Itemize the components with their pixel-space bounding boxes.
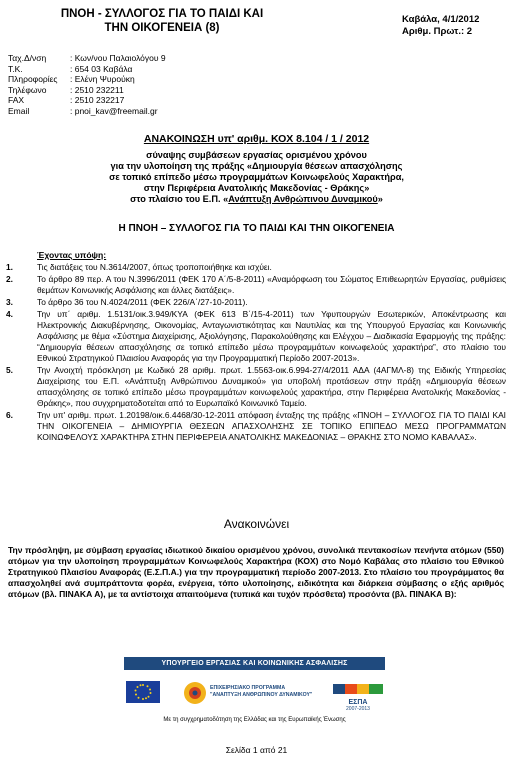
subtitle-line: σε τοπικό επίπεδο μέσω προγραμμάτων Κοινωφελούς Χαρακτήρα,: [109, 172, 404, 182]
org-name-line2: ΤΗΝ ΟΙΚΟΓΕΝΕΙΑ (8): [104, 22, 220, 34]
subtitle-suffix: »: [377, 194, 383, 204]
item-number: 4.: [6, 309, 13, 319]
contact-email-link[interactable]: : pnoi_kav@freemail.gr: [70, 105, 158, 116]
espa-years: 2007-2013: [346, 706, 370, 712]
epan-logo: [183, 679, 313, 707]
contact-label: Ταχ.Δ/νση: [8, 53, 47, 63]
item-text: Την υπ΄ αριθμ. 1.5131/οικ.3.949/ΚΥΑ (ΦΕΚ 613 Β΄/15-4-2011) των Υφυπουργών Εσωτερικών, Αποκέντρωσης και Ηλεκτρονικής Διακυβέρνησης, Οικονομίας, Ανταγωνιστικότητας και Ναυτιλίας και της Υπουργού Εργασίας και Κοινωνικής Ασφάλισης με θέμα «Σύστημα Διαχείρισης, Αξιολόγησης, Παρακολούθησης και Ελέγχου – Διαδικασία Εφαρμογής της πράξης: “Δημιουργία θέσεων απασχόλησης σε τοπικό επίπεδο μέσω προγραμμάτων κοινωφελούς χαρακτήρα”, στο πλαίσιο του Εθνικού Στρατηγικού Πλαισίου Αναφοράς για την Προγραμματική Περίοδο 2007-2013».: [37, 309, 506, 363]
contact-label: Email: [8, 105, 30, 116]
contact-row-fax: [8, 95, 166, 106]
date-protocol: [402, 14, 479, 38]
org-name-line1: ΠΝΟΗ - ΣΥΛΛΟΓΟΣ ΓΙΑ ΤΟ ΠΑΙΔΙ ΚΑΙ: [60, 8, 264, 20]
epan-line2: "ΑΝΑΠΤΥΞΗ ΑΝΘΡΩΠΙΝΟΥ ΔΥΝΑΜΙΚΟΥ": [210, 691, 313, 698]
epan-text: [210, 685, 312, 698]
item-text: Το άρθρο 36 του Ν.4024/2011 (ΦΕΚ 226/Α΄/27-10-2011).: [37, 297, 248, 307]
announcement-body: Την πρόσληψη, με σύμβαση εργασίας ιδιωτικού δικαίου ορισμένου χρόνου, συνολικά πεντακοσίων πενήντα ατόμων (550) ατόμων για την υλοποίηση προγραμμάτων Κοινωφελούς Χαρακτήρα (ΚΟΧ) στο Νομό Καβάλας στο πλαίσιο του Εθνικού Στρατηγικού Πλαισίου Αναφοράς (Ε.Σ.Π.Α.) για την προγραμματική περίοδο 2007-2013. Στο πλαίσιο του προγράμματος θα απασχοληθεί ανά συμπράττοντα φορέα, ενέργεια, τόπο υλοποίησης, ειδικότητα και διάρκεια σύμβασης ο εξής αριθμός ατόμων (βλ. ΠΙΝΑΚΑ Α), με τα αντίστοιχα απαιτούμενα (τυπικά και τυχόν πρόσθετα) προσόντα (βλ. ΠΙΝΑΚΑ Β):: [8, 545, 504, 599]
item-number: 1.: [6, 262, 13, 272]
cofunding-note: Με τη συγχρηματοδότηση της Ελλάδας και της Ευρωπαϊκής Ένωσης: [163, 717, 346, 723]
document-date: Καβάλα, 4/1/2012: [402, 14, 480, 25]
item-number: 2.: [6, 274, 13, 284]
list-item: [6, 410, 506, 443]
subtitle-line: σύναψης συμβάσεων εργασίας ορισμένου χρόνου: [146, 150, 367, 160]
contact-row-phone: [8, 85, 166, 96]
subtitle-program-name: Ανάπτυξη Ανθρώπινου Δυναμικού: [228, 194, 378, 204]
eu-flag-icon: [126, 681, 160, 703]
eu-flag-icon: [126, 681, 160, 703]
protocol-number: Αριθμ. Πρωτ.: 2: [402, 26, 473, 37]
considerations-list: [6, 262, 506, 444]
subtitle-line: στην Περιφέρεια Ανατολικής Μακεδονίας - Θράκης»: [143, 183, 370, 193]
espa-logo: [333, 681, 383, 712]
announcement-title: ΑΝΑΚΟΙΝΩΣΗ υπ' αριθμ. ΚΟΧ 8.104 / 1 / 2012: [143, 133, 370, 145]
subtitle-prefix: στο πλαίσιο του Ε.Π. «: [130, 194, 229, 204]
contact-row-address: [8, 53, 166, 64]
item-number: 6.: [6, 410, 13, 420]
contact-block: [8, 53, 166, 117]
ministry-banner: ΥΠΟΥΡΓΕΙΟ ΕΡΓΑΣΙΑΣ ΚΑΙ ΚΟΙΝΩΝΙΚΗΣ ΑΣΦΑΛΙΣΗΣ: [124, 657, 385, 670]
contact-value: : 2510 232217: [70, 95, 125, 106]
contact-label: FAX: [8, 95, 25, 106]
contact-row-email: [8, 106, 166, 117]
list-item: [6, 365, 506, 409]
subtitle-line: για την υλοποίηση της πράξης «Δημιουργία θέσεων απασχόλησης: [110, 161, 403, 171]
contact-label: Πληροφορίες: [8, 74, 58, 85]
contact-row-postcode: [8, 64, 166, 75]
announces-heading: Ανακοινώνει: [223, 517, 290, 531]
organization-name: [42, 7, 282, 35]
subtitle-line: [0, 194, 513, 205]
page-number: Σελίδα 1 από 21: [225, 745, 288, 755]
contact-value: : Ελένη Ψυρούκη: [70, 74, 135, 85]
espa-label: ΕΣΠΑ: [348, 699, 368, 706]
list-item: [6, 262, 506, 273]
contact-label: Τ.Κ.: [8, 63, 23, 74]
item-number: 5.: [6, 365, 13, 375]
having-regard-heading: Έχοντας υπόψη:: [37, 250, 107, 260]
contact-value: : 2510 232211: [70, 84, 124, 95]
item-text: Το άρθρο 89 περ. Α του Ν.3996/2011 (ΦΕΚ 170 Α΄/5-8-2011) «Αναμόρφωση του Σώματος Επιθεωρητών Εργασίας, ρυθμίσεις θεμάτων Κοινωνικής Ασφάλισης και άλλες διατάξεις».: [37, 274, 506, 295]
contact-row-info: [8, 74, 166, 85]
contact-value: : 654 03 Καβάλα: [70, 63, 133, 74]
epan-line1: ΕΠΙΧΕΙΡΗΣΙΑΚΟ ΠΡΟΓΡΑΜΜΑ: [210, 685, 286, 691]
espa-stripes-icon: [333, 684, 383, 694]
item-number: 3.: [6, 297, 13, 307]
list-item: [6, 309, 506, 364]
announcement-subtitle: [0, 150, 513, 205]
contact-label: Τηλέφωνο: [8, 84, 47, 95]
org-heading: Η ΠΝΟΗ – ΣΥΛΛΟΓΟΣ ΓΙΑ ΤΟ ΠΑΙΔΙ ΚΑΙ ΤΗΝ ΟΙΚΟΓΕΝΕΙΑ: [118, 223, 395, 234]
item-text: Την Ανοιχτή πρόσκληση με Κωδικό 28 αριθμ. πρωτ. 1.5563-οικ.6.994-27/4/2011 ΑΔΑ (4ΑΓΜΛ-8) της Ειδικής Υπηρεσίας Διαχείρισης του Ε.Π. «Ανάπτυξη Ανθρώπινου Δυναμικού» για υποβολή προτάσεων στην πράξη «Δημιουργία θέσεων απασχόλησης σε τοπικό επίπεδο μέσω προγραμμάτων κοινωφελούς χαρακτήρα, στην Περιφέρεια Ανατολικής Μακεδονίας - Θράκης», που συγχρηματοδοτείται από το Ευρωπαϊκό Κοινωνικό Ταμείο.: [37, 365, 506, 408]
contact-value: : Κων/νου Παλαιολόγου 9: [70, 53, 166, 63]
item-text: Τις διατάξεις του Ν.3614/2007, όπως τροποποιήθηκε και ισχύει.: [37, 262, 272, 272]
list-item: [6, 274, 506, 296]
list-item: [6, 297, 506, 308]
item-text: Την υπ' αριθμ. πρωτ. 1.20198/οικ.6.4468/30-12-2011 απόφαση ένταξης της πράξης «ΠΝΟΗ – ΣΥΛΛΟΓΟΣ ΓΙΑ ΤΟ ΠΑΙΔΙ ΚΑΙ ΤΗΝ ΟΙΚΟΓΕΝΕΙΑ – ΔΗΜΙΟΥΡΓΙΑ ΘΕΣΕΩΝ ΑΠΑΣΧΟΛΗΣΗΣ ΣΕ ΤΟΠΙΚΟ ΕΠΙΠΕΔΟ ΜΕΣΩ ΠΡΟΓΡΑΜΜΑΤΩΝ ΚΟΙΝΩΦΕΛΟΥΣ ΧΑΡΑΚΤΗΡΑ ΣΤΗΝ ΠΕΡΙΦΕΡΕΙΑ ΑΝΑΤΟΛΙΚΗΣ ΜΑΚΕΔΟΝΙΑΣ – ΘΡΑΚΗΣ ΣΤΟ ΝΟΜΟ ΚΑΒΑΛΑΣ».: [37, 410, 506, 442]
